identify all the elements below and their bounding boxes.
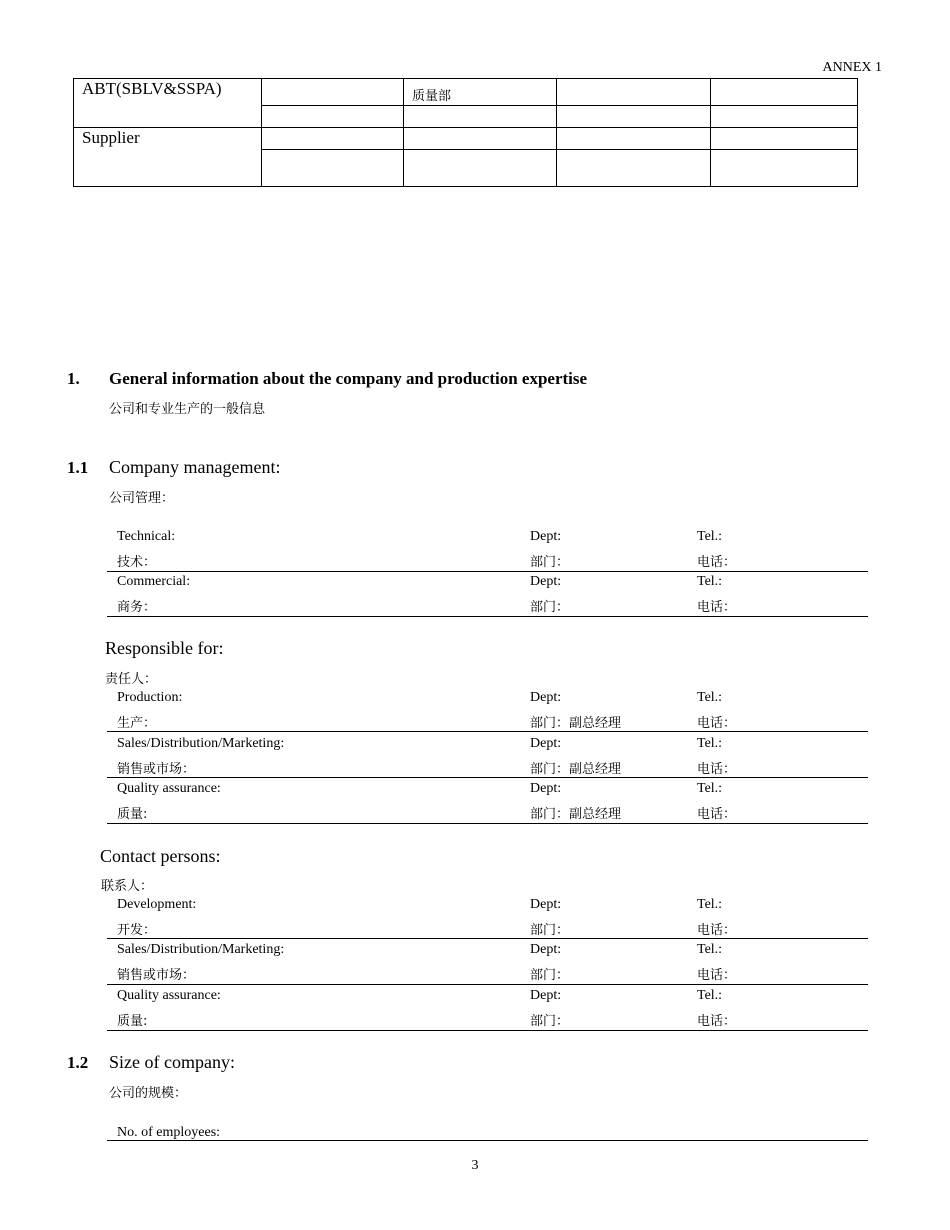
divider bbox=[107, 984, 868, 985]
field-label: Quality assurance: bbox=[117, 988, 221, 1003]
supplier-label-cell bbox=[74, 128, 262, 187]
divider bbox=[107, 731, 868, 732]
field-label: Commercial: bbox=[117, 574, 191, 589]
table-cell bbox=[404, 128, 557, 150]
table-cell bbox=[557, 150, 711, 187]
dept-label: Dept: bbox=[530, 736, 562, 751]
abt-dept-cell bbox=[404, 79, 557, 106]
field-label: Sales/Distribution/Marketing: bbox=[117, 736, 285, 751]
employees-label: No. of employees: bbox=[117, 1125, 221, 1140]
tel-label: Tel.: bbox=[697, 736, 723, 751]
divider bbox=[107, 823, 868, 824]
divider bbox=[107, 571, 868, 572]
form-row-quality bbox=[107, 988, 868, 1034]
dept-label: Dept: bbox=[530, 897, 562, 912]
field-label: Sales/Distribution/Marketing: bbox=[117, 942, 285, 957]
section-1-1-title: Company management: bbox=[109, 457, 281, 477]
table-cell bbox=[262, 106, 404, 128]
dept-label: Dept: bbox=[530, 781, 562, 796]
table-cell bbox=[711, 106, 858, 128]
tel-label: Tel.: bbox=[697, 781, 723, 796]
divider bbox=[107, 938, 868, 939]
section-1-title-cn: 公司和专业生产的一般信息 bbox=[109, 402, 266, 417]
table-cell bbox=[262, 128, 404, 150]
section-1-1-number: 1.1 bbox=[67, 458, 89, 477]
responsible-title: Responsible for: bbox=[105, 638, 224, 658]
supplier-label: Supplier bbox=[82, 128, 140, 147]
section-1-1-title-cn: 公司管理： bbox=[109, 491, 175, 506]
annex-label: ANNEX 1 bbox=[822, 60, 882, 75]
tel-label-cn: 电话： bbox=[697, 716, 737, 731]
abt-label: ABT(SBLV&SSPA) bbox=[82, 79, 222, 98]
dept-label-cn: 部门：副总经理 bbox=[530, 762, 622, 777]
form-row-commercial bbox=[107, 574, 868, 620]
field-label-cn: 开发： bbox=[117, 923, 157, 938]
tel-label-cn: 电话： bbox=[697, 555, 737, 570]
form-row-sales bbox=[107, 942, 868, 988]
dept-label-cn: 部门：副总经理 bbox=[530, 807, 622, 822]
dept-label-cn: 部门： bbox=[530, 1014, 570, 1029]
responsible-title-cn: 责任人： bbox=[105, 672, 158, 687]
field-label-cn: 生产： bbox=[117, 716, 157, 731]
tel-label-cn: 电话： bbox=[697, 923, 737, 938]
form-row-development bbox=[107, 897, 868, 943]
contacts-title-cn: 联系人： bbox=[101, 879, 154, 894]
divider bbox=[107, 777, 868, 778]
tel-label-cn: 电话： bbox=[697, 968, 737, 983]
contacts-title: Contact persons: bbox=[100, 846, 221, 866]
table-cell bbox=[404, 106, 557, 128]
section-1-2-title: Size of company: bbox=[109, 1052, 235, 1072]
section-1-title: General information about the company and production expertise bbox=[109, 369, 588, 388]
dept-label-cn: 部门： bbox=[530, 600, 570, 615]
field-label-cn: 质量: bbox=[117, 1014, 148, 1029]
table-cell bbox=[711, 79, 858, 106]
table-cell bbox=[557, 128, 711, 150]
tel-label-cn: 电话： bbox=[697, 807, 737, 822]
section-1-number: 1. bbox=[67, 369, 80, 388]
tel-label: Tel.: bbox=[697, 529, 723, 544]
field-label-cn: 质量: bbox=[117, 807, 148, 822]
tel-label: Tel.: bbox=[697, 988, 723, 1003]
field-label-cn: 技术： bbox=[117, 555, 157, 570]
form-row-quality bbox=[107, 781, 868, 827]
table-cell bbox=[711, 128, 858, 150]
tel-label-cn: 电话： bbox=[697, 600, 737, 615]
page-number: 3 bbox=[471, 1158, 479, 1173]
dept-label-cn: 部门： bbox=[530, 555, 570, 570]
abt-dept: 质量部 bbox=[412, 89, 452, 104]
dept-label: Dept: bbox=[530, 988, 562, 1003]
dept-label: Dept: bbox=[530, 529, 562, 544]
table-cell bbox=[557, 106, 711, 128]
section-1-2-title-cn: 公司的规模： bbox=[109, 1086, 188, 1101]
table-cell bbox=[711, 150, 858, 187]
abt-label-cell bbox=[74, 79, 262, 128]
signature-table bbox=[73, 78, 858, 187]
form-row-sales bbox=[107, 736, 868, 782]
field-label-cn: 商务： bbox=[117, 600, 157, 615]
field-label-cn: 销售或市场： bbox=[117, 968, 196, 983]
tel-label: Tel.: bbox=[697, 942, 723, 957]
field-label: Technical: bbox=[117, 529, 176, 544]
tel-label: Tel.: bbox=[697, 574, 723, 589]
divider bbox=[107, 616, 868, 617]
dept-label: Dept: bbox=[530, 574, 562, 589]
field-label: Development: bbox=[117, 897, 197, 912]
divider bbox=[107, 1030, 868, 1031]
dept-label-cn: 部门： bbox=[530, 923, 570, 938]
form-row-technical bbox=[107, 529, 868, 575]
field-label: Production: bbox=[117, 690, 183, 705]
field-label: Quality assurance: bbox=[117, 781, 221, 796]
table-cell bbox=[557, 79, 711, 106]
field-label-cn: 销售或市场： bbox=[117, 762, 196, 777]
tel-label: Tel.: bbox=[697, 690, 723, 705]
table-cell bbox=[262, 79, 404, 106]
divider bbox=[107, 1140, 868, 1141]
table-cell bbox=[404, 150, 557, 187]
tel-label: Tel.: bbox=[697, 897, 723, 912]
dept-label-cn: 部门： bbox=[530, 968, 570, 983]
tel-label-cn: 电话： bbox=[697, 762, 737, 777]
dept-label: Dept: bbox=[530, 942, 562, 957]
table-cell bbox=[262, 150, 404, 187]
section-1-2-number: 1.2 bbox=[67, 1053, 89, 1072]
tel-label-cn: 电话： bbox=[697, 1014, 737, 1029]
dept-label-cn: 部门：副总经理 bbox=[530, 716, 622, 731]
dept-label: Dept: bbox=[530, 690, 562, 705]
form-row-production bbox=[107, 690, 868, 736]
